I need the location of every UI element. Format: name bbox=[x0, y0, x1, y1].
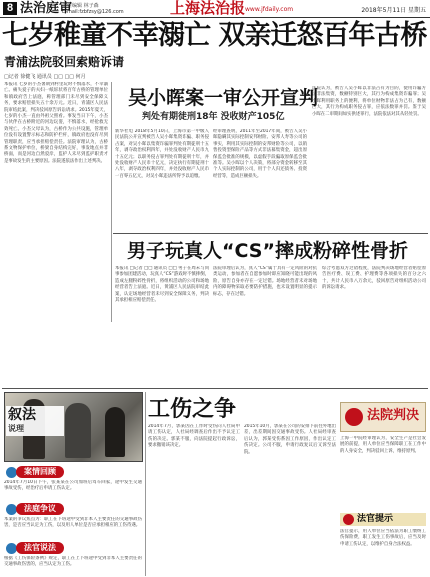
person-figure bbox=[65, 403, 91, 458]
tag-judge-says: 法官说法 bbox=[16, 542, 64, 554]
lead-body: 本报讯 七岁的小杰暑期到村里玩时不慎落水，不幸溺亡。痛失爱子的夫妇一纸诉状将百年古桥的管理单位和镇政府告上法庭，称管理部门未尽到安全保障义务，要求赔偿损失五十余万元。近日，青浦区人民法院审结此案，判决驳回原告诉讼请求。2015年夏天，七岁的小杰一直由外祖父照看。事发当日下午，小杰与伙伴在古桥附近的河边玩耍，不慎落水，经抢救无效死亡。小杰父母认为，古桥作为公共设施，管理单位没有设置警示标志和防护栏杆，镇政府也没有尽到管理职责，应当承担赔偿责任。法院审理认为，古桥系文物保护单位，桥梁自身结构完好，事发地点并非桥面，而是河边自然驳岸，监护人未尽到监护职责才是事故发生的主要原因。法院遂依法作出上述判决。 bbox=[4, 82, 108, 164]
tip-text: 法官提示，用人单位应当依法为职工缴纳工伤保险费，职工发生工伤事故后，应当及时申请工伤认定，以维护自身合法权益。 bbox=[340, 529, 426, 547]
story2-headline: 吴小晖案一审公开宣判 bbox=[128, 87, 319, 109]
story2-subhead: 判处有期徒刑18年 没收财产105亿 bbox=[142, 112, 285, 122]
verdict-panel bbox=[340, 402, 426, 432]
judgment-text: 根据《工伤保险条例》规定，职工在上下班途中受到非本人主要责任的交通事故伤害的，应当认定为工伤。 bbox=[4, 556, 142, 568]
verdict-title: 法院判决 bbox=[367, 408, 420, 423]
lead-byline: □记者 徐健飞 通讯员 □□ □□ 何月 bbox=[4, 74, 86, 80]
lead-headline: 七岁稚童不幸溺亡 双亲迁怒百年古桥 bbox=[2, 20, 427, 51]
masthead bbox=[0, 0, 430, 18]
editor-name: 责任编辑 林子森 bbox=[62, 3, 99, 9]
story3-col2: 法院审理后认为，真人“CS”属于具有一定风险的对抗类运动，参加者在自愿参加时即应知晓可能出现的风险，原告自身亦存在一定过错。场地经营者未对场地内的障碍物采取必要防护措施，也未设置明显的提示标志，存在过错。 bbox=[213, 266, 317, 297]
tip-title: 法官提示 bbox=[357, 514, 394, 524]
tag-case-review: 案情回顾 bbox=[16, 466, 64, 478]
editor-email: E-mail:fzbfzsy@126.com bbox=[62, 9, 124, 15]
person-figure bbox=[105, 407, 125, 457]
story3-col1: 本报讯 □记者 □□ 通讯员 □□ 男子在周末与同事参加团建活动，玩真人“CS”游戏时不慎摔倒，造成左腿粉碎性骨折，将组织活动的公司和场地经营者告上法庭。近日，黄浦区人民法院审结此案，认定场地经营者未尽到安全保障义务，判决其承担相应赔偿责任。 bbox=[115, 266, 209, 304]
tag-court-dispute: 法庭争议 bbox=[16, 503, 64, 515]
issue-date: 2018年5月11日 星期五 bbox=[361, 7, 426, 14]
column-divider bbox=[111, 82, 112, 322]
column-divider bbox=[145, 392, 146, 576]
story2-col1: 新华社电 2018年5月10日，上海市第一中级人民法院公开宣判被告人吴小晖集资诈骗、职务侵占案，对吴小晖以集资诈骗罪判处有期徒刑十五年，剥夺政治权利四年，并处没收财产人民币九十五亿元；以职务侵占罪判处有期徒刑十年，并处没收财产人民币十亿元，决定执行有期徒刑十八年，剥夺政治权利四年，并处没收财产人民币一百零五亿元，对吴小晖违法所得予以追缴。 bbox=[115, 129, 209, 179]
tip-icon bbox=[343, 514, 354, 525]
story3-headline: 男子玩真人“CS”摔成粉碎性骨折 bbox=[127, 240, 408, 262]
paper-logo: 上海法治报 bbox=[170, 0, 246, 17]
section-divider bbox=[113, 233, 428, 234]
gong-col2: 2015年10月，郭某在公司的安排下前往外地出差，出差期间因交通事故受伤。人社局经审查后认为，郭某受伤系因工作原因，作出认定工伤决定。公司不服，申请行政复议后又诉至法院。 bbox=[244, 424, 336, 455]
gong-headline: 工伤之争 bbox=[148, 396, 237, 422]
story2-col2: 经审理查明，2011年至2017年间，被告人吴小晖隐瞒其实际控制安邦财险、安邦人寿等公司的事实，利用其实际控制的安邦财险等公司，以销售投资型保险产品等方式非法募集资金，超出原保监会批准的规模，以虚假手段骗取原保监会批准等。吴小晖以个人决策，将部分资金转移至其个人实际控制的公司，用于个人归还债务、投资经营等，造成巨额损失。 bbox=[213, 129, 307, 179]
story3-col3: 综合考虑双方过错程度，法院判决场地经营者赔偿原告医疗费、误工费、护理费等各项损失的百分之六十，共计人民币八万余元，驳回原告对组织活动公司的诉讼请求。 bbox=[322, 266, 426, 291]
column-logo-subtitle: 说理 bbox=[8, 424, 24, 433]
lead-subhead: 青浦法院驳回索赔诉请 bbox=[4, 55, 125, 69]
paper-url: www.jfdaily.com bbox=[245, 6, 294, 13]
case-text: 2014年7月10日下午，张某某在公司加班后驾车回家，途中发生交通事故受伤，经治疗后申请工伤认定。 bbox=[4, 480, 142, 492]
column-logo-title: 叙法 bbox=[8, 407, 36, 423]
dispute-text: 本案的争议焦点为：职工在下班途中受到非本人主要责任的交通事故伤害，是否应当认定为工伤，以及用人单位是否应承担相应的工伤待遇。 bbox=[4, 517, 142, 529]
section-title: 法治庭审 bbox=[20, 1, 73, 16]
gong-col1: 2014年7月，郭某因在工作时受伤向人社局申请工伤认定，人社局经调查后作出不予认定工伤的决定。郭某不服，向法院提起行政诉讼，要求撤销该决定。 bbox=[148, 424, 240, 449]
gavel-icon bbox=[345, 408, 363, 426]
verdict-text: 上海一中院经审理认为，安全生产是社会发展的前提，用人单位应当保障职工在工作中的人身安全，判决驳回上诉，维持原判。 bbox=[340, 436, 426, 454]
page-number-badge: 8 bbox=[3, 2, 17, 15]
story2-col3: 法院认为，被告人吴小晖以非法占有为目的，使用诈骗方法非法集资，数额特别巨大，其行为构成集资诈骗罪；吴小晖利用职务上的便利，将单位财物非法占为己有，数额巨大，其行为构成职务侵占罪，应依法数罪并罚。鉴于吴小晖在二审期间如实供述罪行，法院依法对其从轻处罚。 bbox=[312, 86, 426, 117]
section-divider bbox=[2, 388, 428, 389]
editor-info bbox=[62, 3, 124, 15]
